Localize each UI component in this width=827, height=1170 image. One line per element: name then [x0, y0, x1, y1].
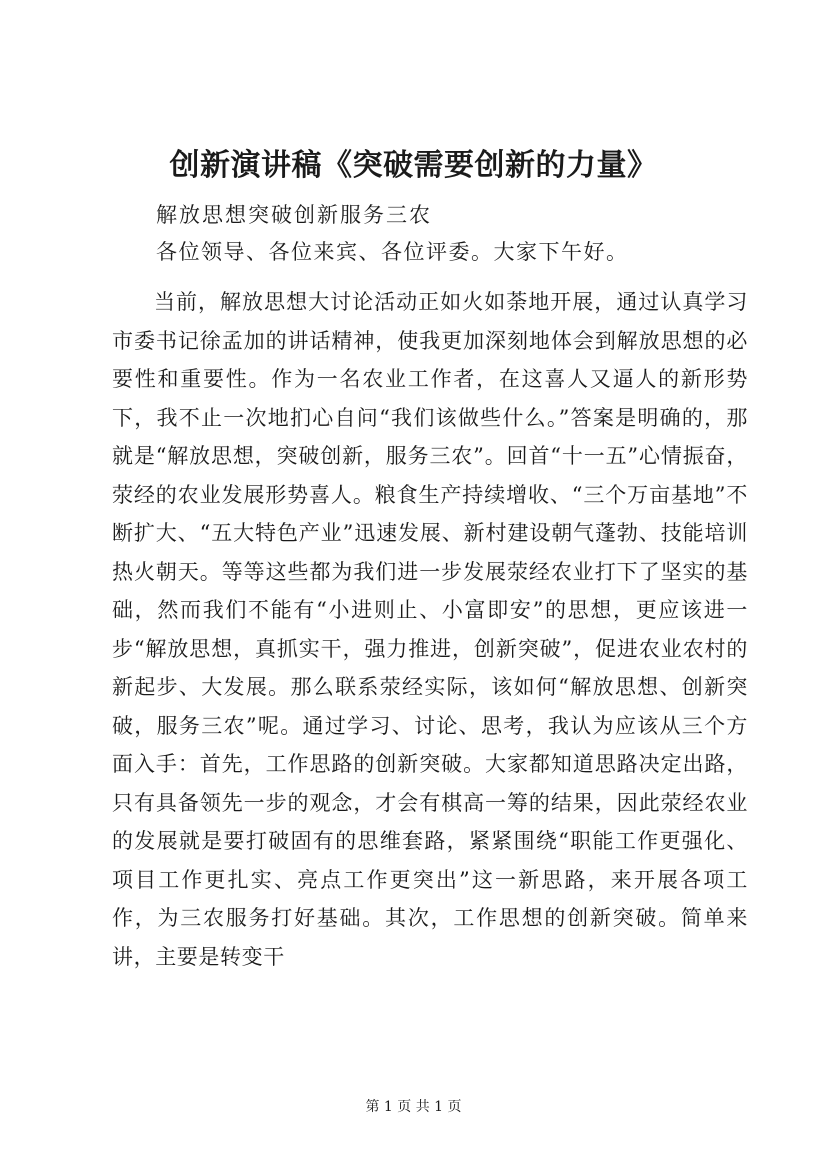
greeting-line: 各位领导、各位来宾、各位评委。大家下午好。	[156, 240, 629, 264]
document-subtitle: 解放思想突破创新服务三农	[156, 203, 432, 227]
page-number-footer: 第 1 页 共 1 页	[365, 1099, 462, 1115]
body-paragraph: 当前，解放思想大讨论活动正如火如荼地开展，通过认真学习市委书记徐孟加的讲话精神，使我更加深刻地体会到解放思想的必要性和重要性。作为一名农业工作者，在这喜人又逼人的新形势下，我不止一次地扪心自问“我们该做些什么。”答案是明确的，那就是“解放思想，突破创新，服务三农”。回首“十一五”心情振奋，荥经的农业发展形势喜人。粮食生产持续增收、“三个万亩基地”不断扩大、“五大特色产业”迅速发展、新村建设朝气蓬勃、技能培训热火朝天。等等这些都为我们进一步发展荥经农业打下了坚实的基础，然而我们不能有“小进则止、小富即安”的思想，更应该进一步“解放思想，真抓实干，强力推进，创新突破”，促进农业农村的新起步、大发展。那么联系荥经实际，该如何“解放思想、创新突破，服务三农”呢。通过学习、讨论、思考，我认为应该从三个方面入手：首先，工作思路的创新突破。大家都知道思路决定出路，只有具备领先一步的观念，才会有棋高一筹的结果，因此荥经农业的发展就是要打破固有的思维套路，紧紧围绕“职能工作更强化、项目工作更扎实、亮点工作更突出”这一新思路，来开展各项工作，为三农服务打好基础。其次，工作思想的创新突破。简单来讲，主要是转变干	[112, 290, 748, 969]
document-title: 创新演讲稿《突破需要创新的力量》	[169, 148, 658, 183]
